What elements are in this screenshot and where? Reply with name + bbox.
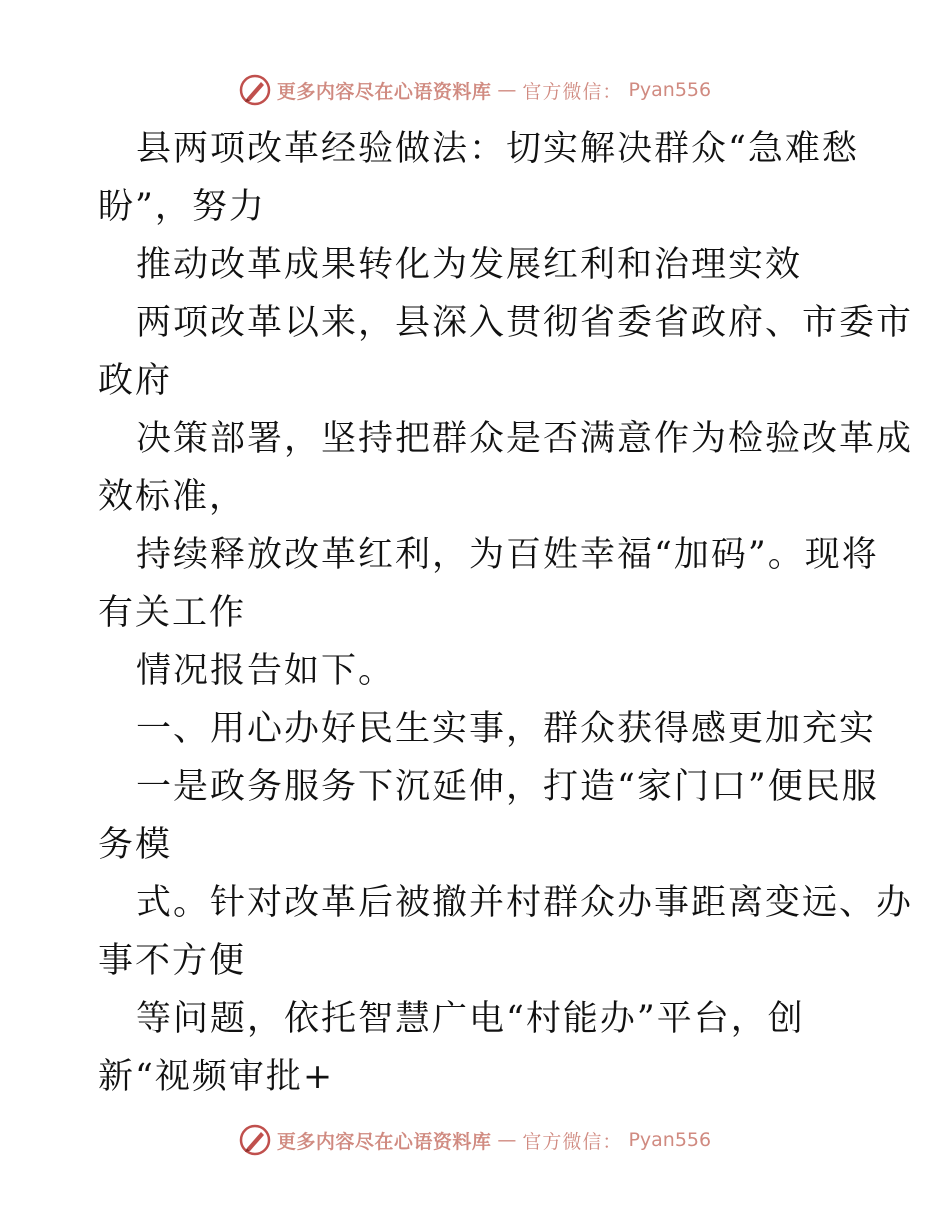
- text-line: 新“视频审批+: [98, 1057, 335, 1097]
- watermark-id: Pyan556: [628, 1129, 712, 1151]
- pen-logo-icon: [239, 74, 271, 106]
- pen-logo-icon: [239, 1124, 271, 1156]
- text-line: 效标准，: [98, 477, 247, 517]
- watermark-separator: —: [497, 79, 517, 101]
- text-line: 政府: [98, 361, 173, 401]
- text-line: 务模: [98, 825, 173, 865]
- text-line: 县两项改革经验做法：切实解决群众“急难愁: [136, 129, 859, 169]
- text-line: 两项改革以来，县深入贯彻省委省政府、市委市: [136, 303, 914, 343]
- text-line: 等问题，依托智慧广电“村能办”平台，创: [136, 999, 805, 1039]
- text-line: 持续释放改革红利，为百姓幸福“加码”。现将: [136, 535, 879, 575]
- text-line: 推动改革成果转化为发展红利和治理实效: [136, 245, 803, 285]
- document-body: [98, 120, 914, 1106]
- watermark-brand: 更多内容尽在心语资料库: [276, 80, 492, 103]
- watermark-brand: 更多内容尽在心语资料库: [276, 1130, 492, 1153]
- header-watermark: [0, 70, 950, 110]
- text-line: 一是政务服务下沉延伸，打造“家门口”便民服: [136, 767, 879, 807]
- watermark-label: 官方微信：: [522, 1130, 623, 1153]
- text-line: 事不方便: [98, 941, 247, 981]
- text-line: 盼”，努力: [98, 187, 266, 227]
- text-line: 式。针对改革后被撤并村群众办事距离变远、办: [136, 883, 914, 923]
- watermark-label: 官方微信：: [522, 80, 623, 103]
- text-line: 情况报告如下。: [136, 651, 396, 691]
- watermark-separator: —: [497, 1129, 517, 1151]
- text-line: 决策部署，坚持把群众是否满意作为检验改革成: [136, 419, 914, 459]
- footer-watermark: [0, 1120, 950, 1160]
- text-line: 有关工作: [98, 593, 247, 633]
- text-line: 一、用心办好民生实事，群众获得感更加充实: [136, 709, 877, 749]
- watermark-id: Pyan556: [628, 79, 712, 101]
